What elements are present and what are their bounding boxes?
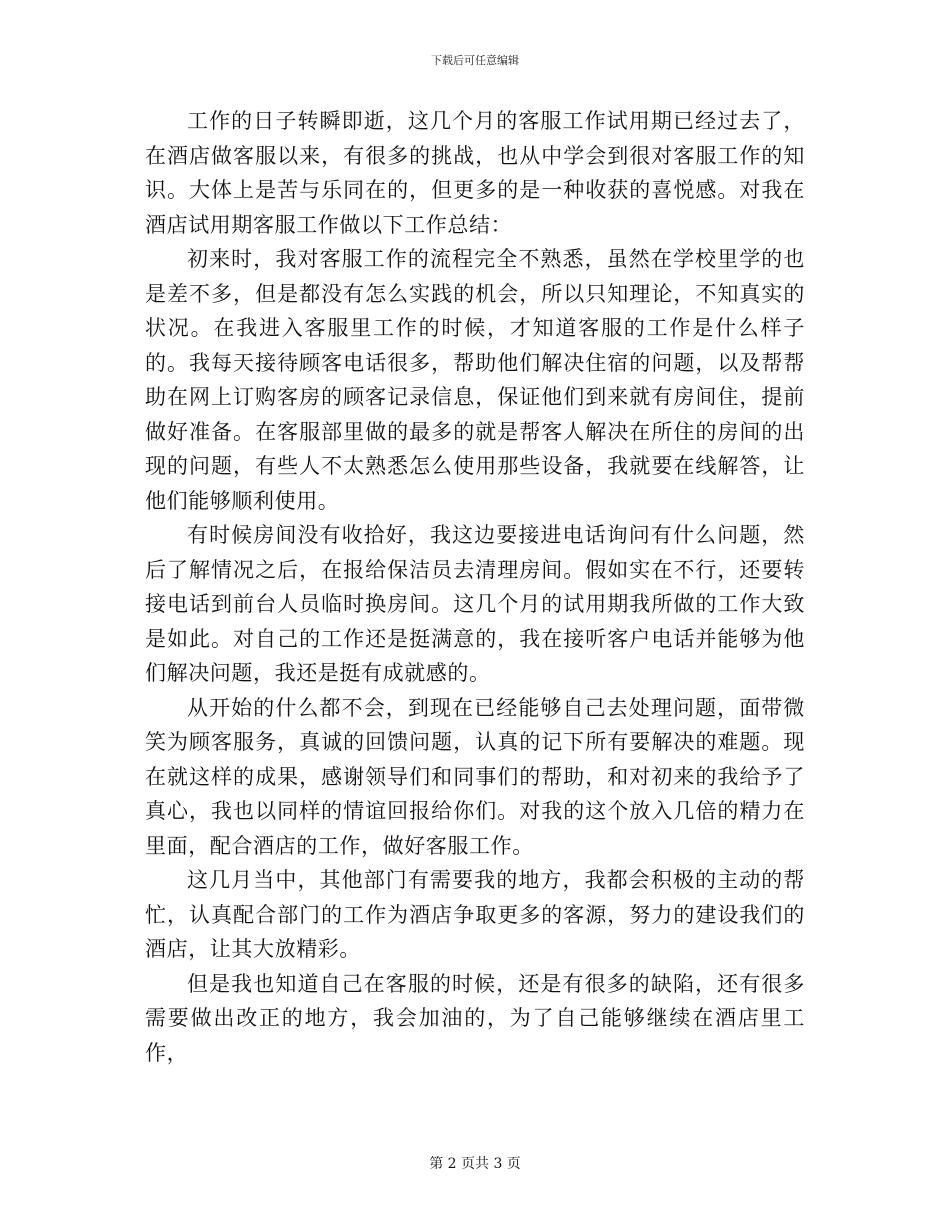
paragraph-1: 工作的日子转瞬即逝，这几个月的客服工作试用期已经过去了，在酒店做客服以来，有很多的挑战，也从中学会到很对客服工作的知识。大体上是苦与乐同在的，但更多的是一种收获的喜悦感。对我在酒店试用期客服工作做以下工作总结： (145, 109, 805, 237)
paragraph-5: 这几月当中，其他部门有需要我的地方，我都会积极的主动的帮忙，认真配合部门的工作为酒店争取更多的客源，努力的建设我们的酒店，让其大放精彩。 (145, 868, 805, 961)
paragraph-6: 但是我也知道自己在客服的时候，还是有很多的缺陷，还有很多需要做出改正的地方，我会加油的，为了自己能够继续在酒店里工作， (145, 971, 805, 1065)
document-body (145, 104, 805, 1070)
paragraph-2: 初来时，我对客服工作的流程完全不熟悉，虽然在学校里学的也是差不多，但是都没有怎么实践的机会，所以只知理论，不知真实的状况。在我进入客服里工作的时候，才知道客服的工作是什么样子的。我每天接待顾客电话很多，帮助他们解决住宿的问题，以及帮帮助在网上订购客房的顾客记录信息，保证他们到来就有房间住，提前做好准备。在客服部里做的最多的就是帮客人解决在所住的房间的出现的问题，有些人不太熟悉怎么使用那些设备，我就要在线解答，让他们能够顺利使用。 (145, 247, 805, 513)
paragraph-3: 有时候房间没有收拾好，我这边要接进电话询问有什么问题，然后了解情况之后，在报给保洁员去清理房间。假如实在不行，还要转接电话到前台人员临时换房间。这几个月的试用期我所做的工作大致是如此。对自己的工作还是挺满意的，我在接听客户电话并能够为他们解决问题，我还是挺有成就感的。 (145, 523, 805, 685)
page-header-note: 下载后可任意编辑 (431, 54, 519, 67)
page-number-footer: 第 2 页共 3 页 (429, 1156, 521, 1172)
paragraph-4: 从开始的什么都不会，到现在已经能够自己去处理问题，面带微笑为顾客服务，真诚的回馈问题，认真的记下所有要解决的难题。现在就这样的成果，感谢领导们和同事们的帮助，和对初来的我给予了真心，我也以同样的情谊回报给你们。对我的这个放入几倍的精力在里面，配合酒店的工作，做好客服工作。 (145, 695, 805, 858)
